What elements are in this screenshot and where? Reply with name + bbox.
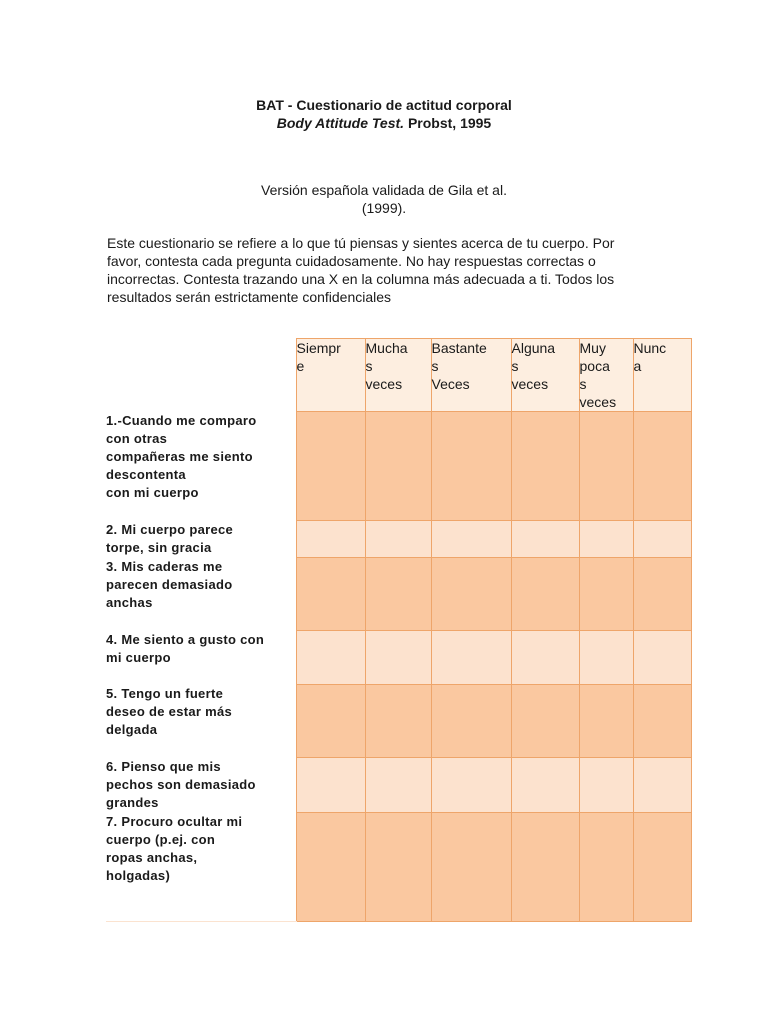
answer-cell[interactable] — [431, 631, 511, 685]
column-header-line: Mucha — [365, 340, 408, 356]
column-header-line: s — [579, 376, 587, 392]
question-line: parecen demasiado — [106, 576, 233, 592]
column-header-algunas-veces — [511, 339, 579, 412]
answer-cell[interactable] — [431, 412, 511, 521]
answer-cell[interactable] — [511, 558, 579, 631]
answer-cell[interactable] — [296, 558, 365, 631]
answer-cell[interactable] — [579, 412, 633, 521]
column-header-line: Bastante — [431, 340, 487, 356]
answer-cell[interactable] — [431, 521, 511, 558]
column-header-muy-pocas-veces — [579, 339, 633, 412]
header-row — [106, 339, 691, 412]
answer-cell[interactable] — [365, 813, 431, 922]
answer-cell[interactable] — [296, 758, 365, 813]
question-line: grandes — [106, 794, 159, 810]
column-header-nunca — [633, 339, 691, 412]
column-header-muchas-veces — [365, 339, 431, 412]
title-line-1: BAT - Cuestionario de actitud corporal — [256, 97, 512, 113]
answer-cell[interactable] — [296, 412, 365, 521]
column-header-line: Siempr — [296, 340, 341, 356]
column-header-line: veces — [511, 376, 549, 392]
column-header-line: poca — [579, 358, 610, 374]
answer-cell[interactable] — [365, 558, 431, 631]
column-header-line: veces — [579, 394, 617, 410]
answer-cell[interactable] — [633, 758, 691, 813]
answer-cell[interactable] — [633, 813, 691, 922]
answer-cell[interactable] — [365, 758, 431, 813]
question-line: cuerpo (p.ej. con — [106, 831, 216, 847]
questions-body — [106, 412, 691, 922]
question-row — [106, 412, 691, 521]
question-row — [106, 631, 691, 685]
answer-cell[interactable] — [365, 685, 431, 758]
answer-cell[interactable] — [579, 558, 633, 631]
title-author: Probst, 1995 — [404, 115, 492, 131]
question-text — [106, 813, 296, 922]
question-line: descontenta — [106, 466, 186, 482]
question-line: torpe, sin gracia — [106, 539, 212, 555]
answer-cell[interactable] — [365, 631, 431, 685]
question-row — [106, 758, 691, 813]
question-line: 5. Tengo un fuerte — [106, 685, 224, 701]
answer-cell[interactable] — [633, 412, 691, 521]
question-line: anchas — [106, 594, 153, 610]
header-corner — [106, 339, 296, 412]
answer-cell[interactable] — [511, 685, 579, 758]
title-line-2 — [0, 114, 768, 132]
question-line: 3. Mis caderas me — [106, 558, 223, 574]
question-line: con mi cuerpo — [106, 484, 199, 500]
column-header-bastantes-veces — [431, 339, 511, 412]
answer-cell[interactable] — [365, 521, 431, 558]
version-note — [0, 181, 768, 217]
questionnaire-table — [106, 338, 692, 922]
answer-cell[interactable] — [633, 521, 691, 558]
version-line-1: Versión española validada de Gila et al. — [261, 182, 507, 198]
answer-cell[interactable] — [633, 558, 691, 631]
question-text — [106, 758, 296, 813]
column-header-line: s — [365, 358, 373, 374]
intro-line: favor, contesta cada pregunta cuidadosamente. No hay respuestas correctas o — [107, 253, 596, 269]
intro-line: Este cuestionario se refiere a lo que tú piensas y sientes acerca de tu cuerpo. Por — [107, 235, 615, 251]
column-header-line: Veces — [431, 376, 470, 392]
answer-cell[interactable] — [633, 631, 691, 685]
question-line: mi cuerpo — [106, 649, 171, 665]
answer-cell[interactable] — [511, 412, 579, 521]
question-row — [106, 813, 691, 922]
title-block — [0, 96, 768, 132]
question-text — [106, 558, 296, 631]
answer-cell[interactable] — [296, 813, 365, 922]
answer-cell[interactable] — [296, 631, 365, 685]
question-row — [106, 685, 691, 758]
answer-cell[interactable] — [511, 758, 579, 813]
question-row — [106, 521, 691, 558]
question-line: holgadas) — [106, 867, 171, 883]
question-text — [106, 412, 296, 521]
answer-cell[interactable] — [431, 758, 511, 813]
question-line: 6. Pienso que mis — [106, 758, 221, 774]
answer-cell[interactable] — [296, 685, 365, 758]
answer-cell[interactable] — [365, 412, 431, 521]
answer-cell[interactable] — [431, 813, 511, 922]
answer-cell[interactable] — [511, 813, 579, 922]
intro-line: resultados serán estrictamente confidenciales — [107, 289, 392, 305]
answer-cell[interactable] — [511, 631, 579, 685]
question-line: ropas anchas, — [106, 849, 198, 865]
question-text — [106, 521, 296, 558]
column-header-line: Muy — [579, 340, 606, 356]
answer-cell[interactable] — [579, 813, 633, 922]
column-header-line: Nunc — [633, 340, 667, 356]
answer-cell[interactable] — [511, 521, 579, 558]
question-line: compañeras me siento — [106, 448, 253, 464]
title-italic: Body Attitude Test. — [276, 115, 405, 131]
column-header-line: Alguna — [511, 340, 556, 356]
column-header-line: s — [431, 358, 439, 374]
column-header-line: a — [633, 358, 642, 374]
answer-cell[interactable] — [579, 631, 633, 685]
question-line: 4. Me siento a gusto con — [106, 631, 265, 647]
question-row — [106, 558, 691, 631]
answer-cell[interactable] — [431, 685, 511, 758]
answer-cell[interactable] — [579, 758, 633, 813]
answer-cell[interactable] — [431, 558, 511, 631]
question-line: delgada — [106, 721, 158, 737]
question-line: 7. Procuro ocultar mi — [106, 813, 243, 829]
version-line-2: (1999). — [361, 200, 407, 216]
question-line: 2. Mi cuerpo parece — [106, 521, 234, 537]
column-header-line: veces — [365, 376, 403, 392]
answer-cell[interactable] — [296, 521, 365, 558]
column-header-line: s — [511, 358, 519, 374]
question-text — [106, 631, 296, 685]
intro-line: incorrectas. Contesta trazando una X en la columna más adecuada a ti. Todos los — [107, 271, 615, 287]
question-line: 1.-Cuando me comparo — [106, 412, 257, 428]
column-header-siempre — [296, 339, 365, 412]
column-header-line: e — [296, 358, 305, 374]
question-text — [106, 685, 296, 758]
question-line: deseo de estar más — [106, 703, 233, 719]
answer-cell[interactable] — [633, 685, 691, 758]
question-line: con otras — [106, 430, 168, 446]
instructions-paragraph — [107, 234, 677, 306]
question-line: pechos son demasiado — [106, 776, 256, 792]
answer-cell[interactable] — [579, 521, 633, 558]
answer-cell[interactable] — [579, 685, 633, 758]
